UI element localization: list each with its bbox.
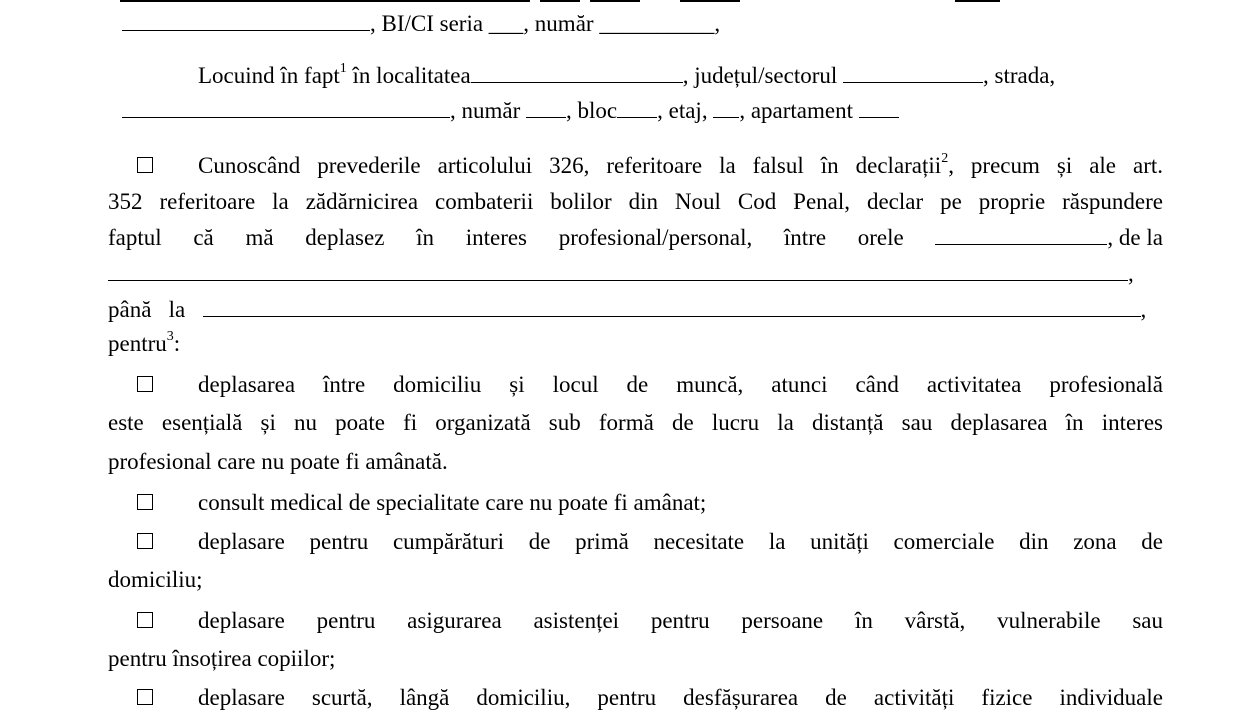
word: faptul <box>108 225 162 250</box>
number-field[interactable] <box>526 97 566 118</box>
until-comma: , <box>1140 297 1147 322</box>
for-label-line <box>108 330 180 358</box>
county-label: , județul/sectorul <box>682 63 838 88</box>
id-series-text: , BI/CI seria ___, număr __________, <box>370 11 721 36</box>
option-shopping-line-2: domiciliu; <box>108 567 203 592</box>
footnote-1: 1 <box>339 61 347 77</box>
residence-line-1 <box>198 62 1055 90</box>
number-label: , număr <box>450 98 521 123</box>
option-work-line-3: profesional care nu poate fi amânată. <box>108 449 448 474</box>
bloc-label: , bloc <box>566 98 618 123</box>
until-word: la <box>168 297 186 322</box>
word: între <box>783 225 827 250</box>
name-blank[interactable] <box>122 10 370 31</box>
option-shopping-checkbox[interactable] <box>137 533 153 549</box>
footnote-2: 2 <box>941 151 949 167</box>
word: deplasez <box>305 225 385 250</box>
floor-label: , etaj, <box>657 98 708 123</box>
from-line <box>108 260 1134 288</box>
residence-intro: Locuind în fapt <box>198 63 340 88</box>
apartment-label: , apartament <box>739 98 853 123</box>
word: interes <box>465 225 528 250</box>
declaration-text-1b: , precum și ale art. <box>948 153 1163 178</box>
street-field[interactable] <box>122 97 450 118</box>
top-cut-lines <box>120 0 1000 4</box>
option-work-checkbox[interactable] <box>137 376 153 392</box>
option-assistance-line-1: deplasare pentru asigurarea asistenței pentru persoane în vârstă, vulnerabile sau <box>198 608 1163 633</box>
option-work-line-1: deplasarea între domiciliu și locul de muncă, atunci când activitatea profesională <box>198 372 1163 397</box>
option-work-line-2: este esențială și nu poate fi organizată sub formă de lucru la distanță sau deplasarea în interes <box>108 410 1163 435</box>
from-field[interactable] <box>108 260 1128 281</box>
word: orele <box>857 225 904 250</box>
option-medical-checkbox[interactable] <box>137 494 153 510</box>
option-shopping-line-1: deplasare pentru cumpărături de primă necesitate la unități comerciale din zona de <box>198 529 1163 554</box>
residence-line-2 <box>122 97 899 125</box>
option-exercise-checkbox[interactable] <box>137 689 153 705</box>
declaration-checkbox[interactable] <box>137 157 153 173</box>
word: că <box>193 225 214 250</box>
option-assistance-checkbox[interactable] <box>137 612 153 628</box>
from-label: , de la <box>1107 225 1163 250</box>
id-line <box>122 10 720 38</box>
declaration-line-2: 352 referitoare la zădărnicirea combaterii bolilor din Noul Cod Penal, declar pe proprie răspundere <box>108 189 1163 214</box>
for-colon: : <box>173 331 181 356</box>
apartment-field[interactable] <box>859 97 899 118</box>
declaration-line-1 <box>198 152 1163 180</box>
street-label: , strada, <box>983 63 1056 88</box>
option-medical-line-1: consult medical de specialitate care nu poate fi amânat; <box>198 490 707 515</box>
hours-field[interactable] <box>935 224 1107 245</box>
locality-label: în localitatea <box>352 63 471 88</box>
declaration-line-3 <box>108 224 1163 252</box>
from-comma: , <box>1128 261 1134 286</box>
option-assistance-line-2: pentru însoțirea copiilor; <box>108 646 336 671</box>
declaration-text-1a: Cunoscând prevederile articolului 326, referitoare la falsul în declarații <box>198 153 942 178</box>
word: profesional/personal, <box>558 225 753 250</box>
until-word: până <box>108 297 152 322</box>
county-field[interactable] <box>843 62 983 83</box>
word: mă <box>245 225 274 250</box>
for-label: pentru <box>108 331 167 356</box>
floor-field[interactable] <box>713 97 739 118</box>
bloc-field[interactable] <box>617 97 657 118</box>
until-line <box>108 296 1146 324</box>
locality-field[interactable] <box>471 62 683 83</box>
until-field[interactable] <box>203 296 1141 317</box>
word: în <box>416 225 435 250</box>
footnote-3: 3 <box>166 329 174 345</box>
option-exercise-line-1: deplasare scurtă, lângă domiciliu, pentru desfășurarea de activități fizice individuale <box>198 685 1163 710</box>
